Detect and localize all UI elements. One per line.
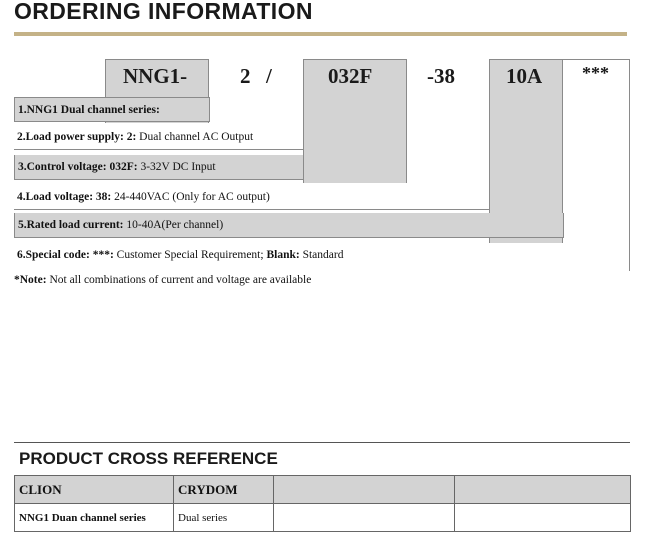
note	[14, 274, 311, 286]
cross-reference-rule	[14, 442, 630, 443]
series-code: NNG1-	[123, 64, 188, 88]
note-label: *Note:	[14, 274, 47, 286]
current-code: 10A	[506, 64, 543, 88]
row-special-code-label: 6.Special code: ***:	[17, 249, 114, 261]
header-col3	[274, 476, 455, 504]
title-underline	[14, 32, 627, 36]
row-special-code-text2: Standard	[299, 249, 344, 261]
row-special-code-label2: Blank:	[266, 249, 300, 261]
cell-col4	[455, 504, 631, 532]
row-special-code	[14, 243, 630, 268]
control-voltage-code: 032F	[328, 64, 373, 88]
row-rated-load-current-text: 10-40A(Per channel)	[123, 219, 224, 231]
row-rated-load-current	[14, 213, 564, 238]
row-load-power-supply-label: 2.Load power supply: 2:	[17, 131, 137, 143]
row-control-voltage	[14, 155, 304, 180]
header-crydom: CRYDOM	[174, 476, 274, 504]
load-voltage-code: -38	[427, 64, 455, 88]
cell-clion: NNG1 Duan channel series	[15, 504, 174, 532]
cell-crydom: Dual series	[174, 504, 274, 532]
row-load-voltage-label: 4.Load voltage: 38:	[17, 191, 112, 203]
row-load-voltage	[14, 185, 490, 210]
row-load-power-supply	[14, 125, 304, 150]
separator-slash: /	[266, 64, 272, 88]
row-series-label: 1.NNG1 Dual channel series:	[18, 104, 160, 116]
row-control-voltage-text: 3-32V DC Input	[137, 161, 216, 173]
cross-reference-title: PRODUCT CROSS REFERENCE	[19, 449, 278, 468]
table-row	[15, 504, 631, 532]
ordering-information-title: ORDERING INFORMATION	[14, 0, 313, 24]
special-code-box	[563, 59, 630, 271]
row-load-power-supply-text: Dual channel AC Output	[136, 131, 254, 143]
row-series	[14, 97, 210, 122]
cell-col3	[274, 504, 455, 532]
special-code: ***	[582, 63, 609, 83]
header-col4	[455, 476, 631, 504]
row-rated-load-current-label: 5.Rated load current:	[18, 219, 124, 231]
cross-reference-table	[14, 475, 631, 532]
note-text: Not all combinations of current and voltage are available	[46, 274, 312, 286]
table-header-row	[15, 476, 631, 504]
power-supply-code: 2	[240, 64, 251, 88]
row-control-voltage-label: 3.Control voltage: 032F:	[18, 161, 138, 173]
row-special-code-text: Customer Special Requirement;	[113, 249, 267, 261]
header-clion: CLION	[15, 476, 174, 504]
row-load-voltage-text: 24-440VAC (Only for AC output)	[111, 191, 270, 203]
